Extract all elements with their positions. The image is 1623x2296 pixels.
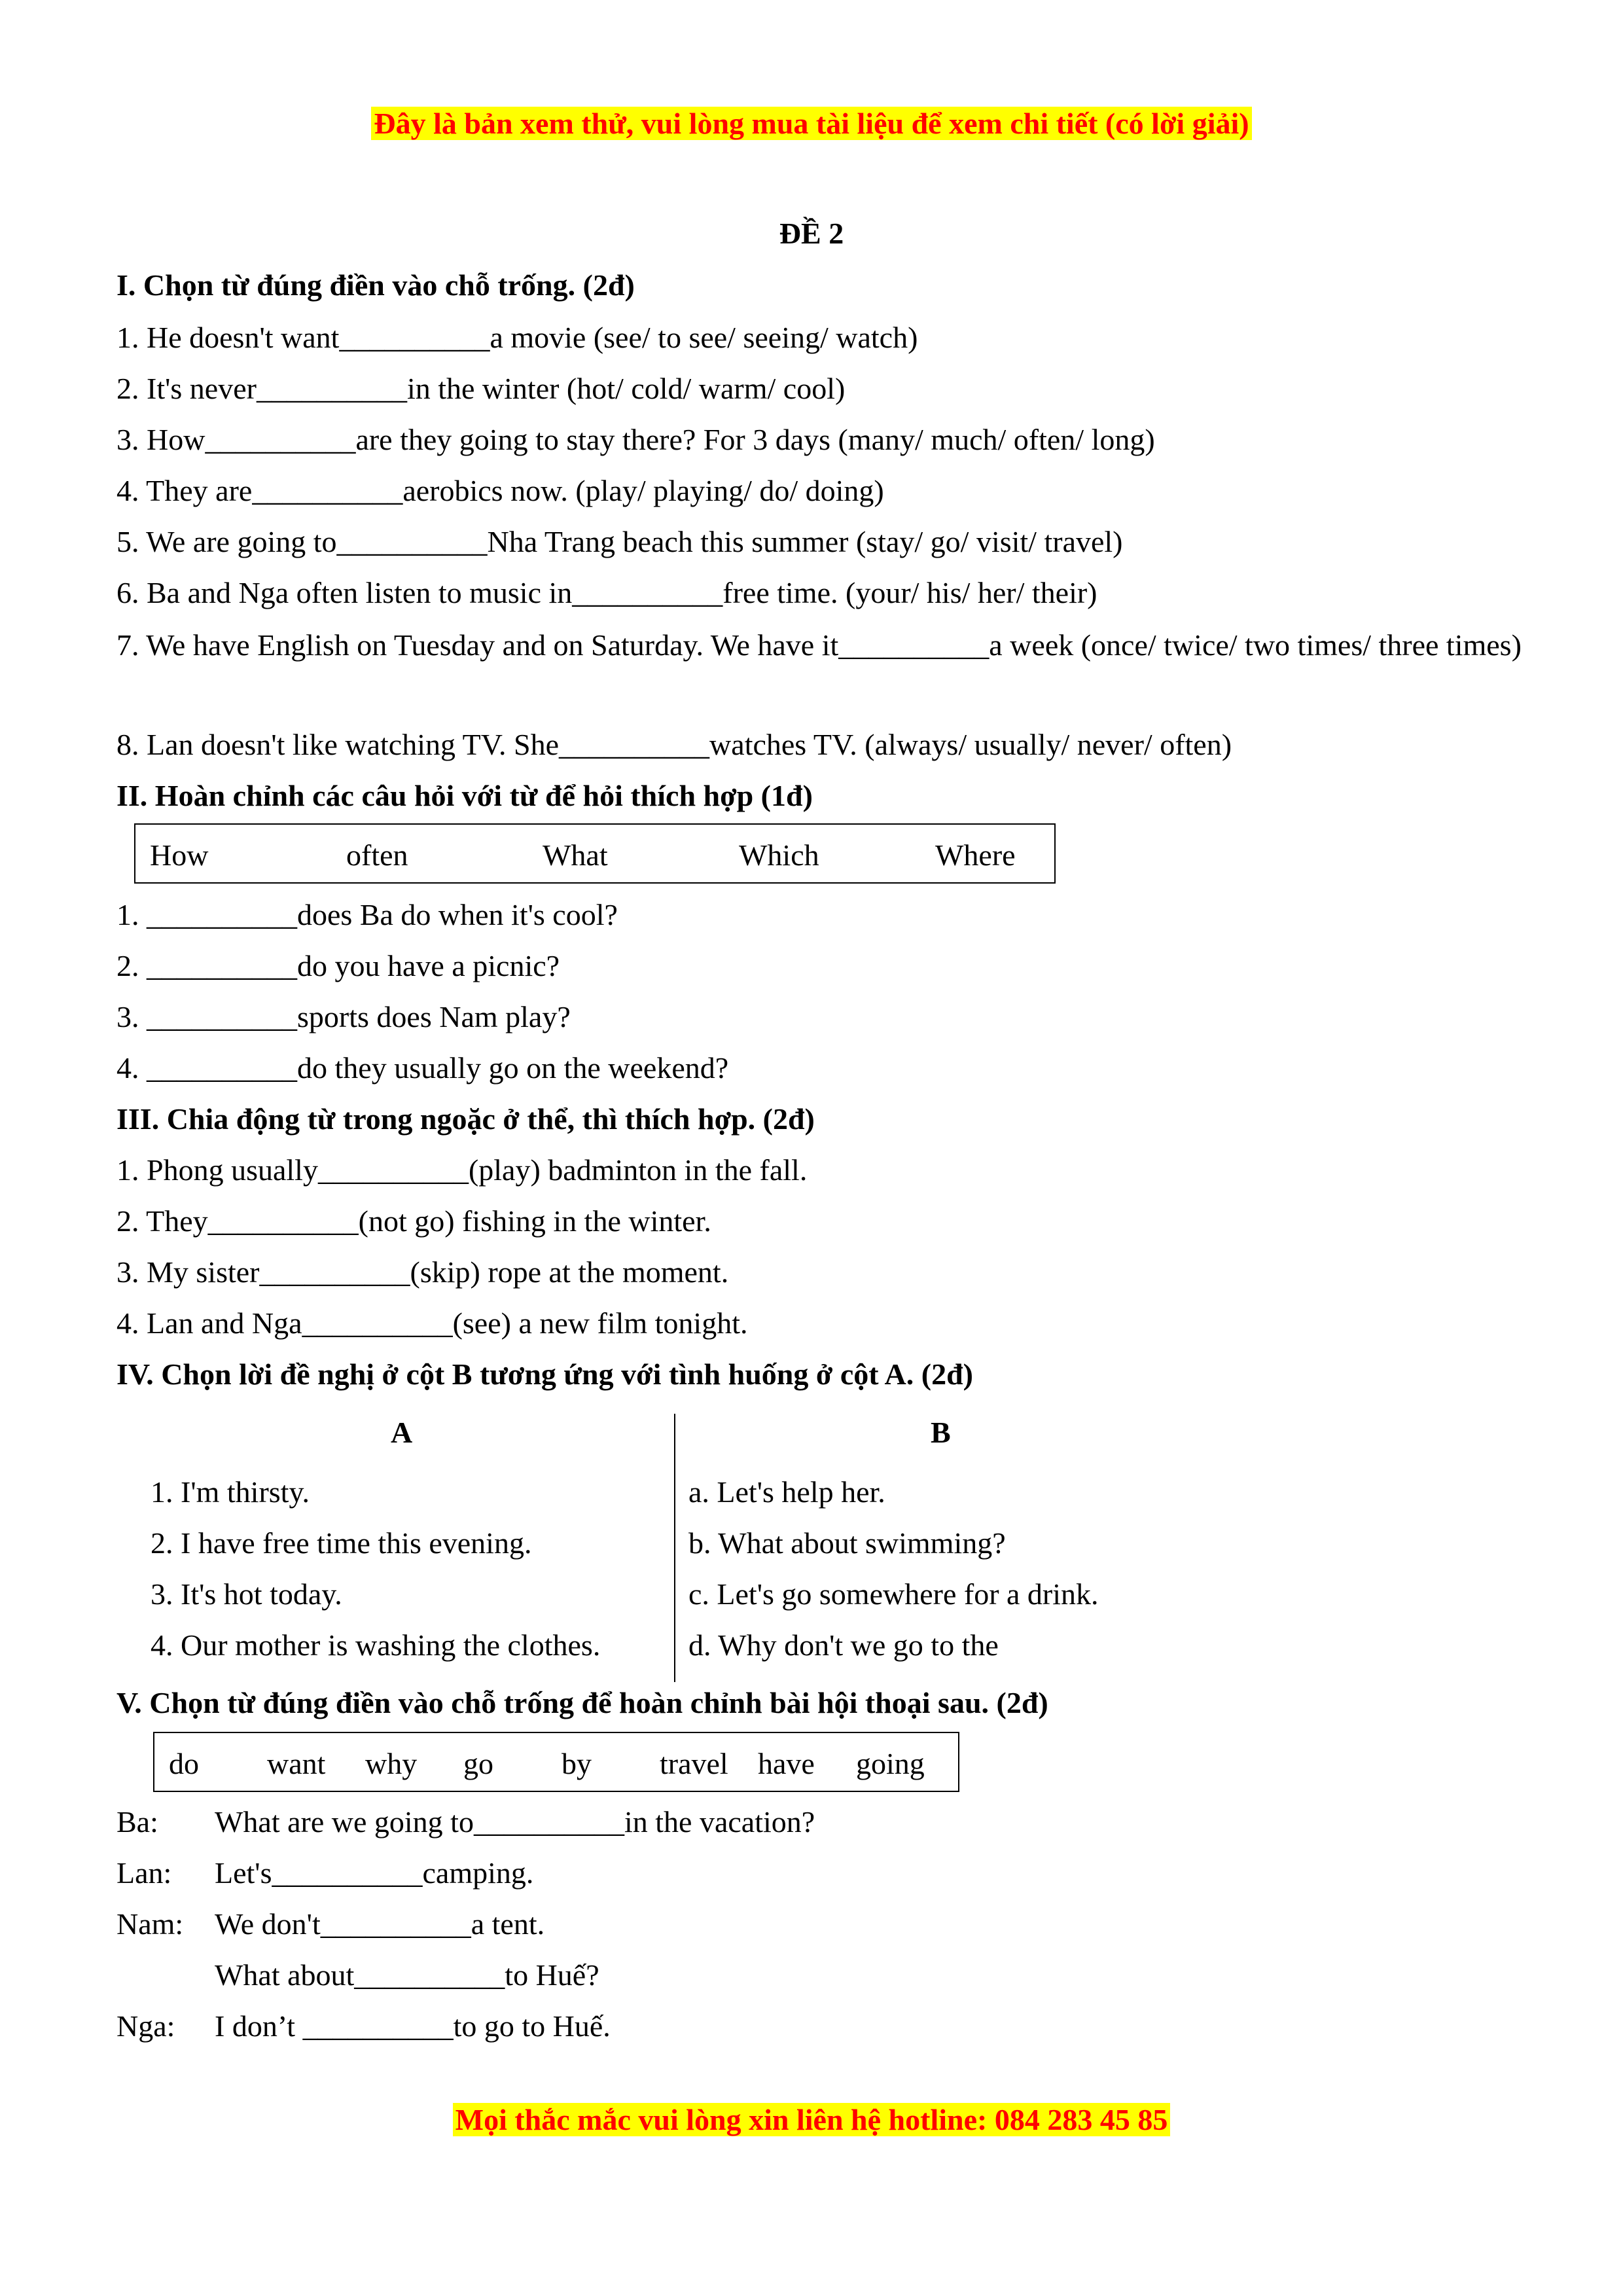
section-1-item: 2. It's never__________in the winter (hot/ cold/ warm/ cool) <box>116 372 846 405</box>
section-1-item: 8. Lan doesn't like watching TV. She__________watches TV. (always/ usually/ never/ often) <box>116 728 1232 761</box>
section-2-item: 2. __________do you have a picnic? <box>116 949 560 982</box>
section-3-item: 1. Phong usually__________(play) badminton in the fall. <box>116 1153 808 1187</box>
column-b-header: B <box>931 1416 951 1449</box>
exam-title: ĐỀ 2 <box>779 217 844 250</box>
column-a-item: 2. I have free time this evening. <box>151 1526 532 1560</box>
dialogue-speaker: Ba: <box>116 1805 158 1839</box>
word-option: Which <box>739 838 819 872</box>
column-b-item: c. Let's go somewhere for a drink. <box>688 1577 1099 1611</box>
dialogue-speaker: Lan: <box>116 1856 172 1890</box>
column-b-item: b. What about swimming? <box>688 1526 1006 1560</box>
section-3-item: 3. My sister__________(skip) rope at the moment. <box>116 1255 729 1289</box>
section-2-heading: II. Hoàn chỉnh các câu hỏi với từ để hỏi thích hợp (1đ) <box>116 779 813 812</box>
word-option: What <box>543 838 608 872</box>
column-divider <box>674 1414 675 1682</box>
column-b-item: d. Why don't we go to the <box>688 1628 999 1662</box>
word-option: Where <box>935 838 1016 872</box>
word-option: why <box>365 1747 418 1780</box>
section-3-item: 2. They__________(not go) fishing in the winter. <box>116 1204 711 1238</box>
question-word-box <box>134 823 1056 884</box>
section-3-item: 4. Lan and Nga__________(see) a new film tonight. <box>116 1306 748 1340</box>
section-1-item: 3. How__________are they going to stay there? For 3 days (many/ much/ often/ long) <box>116 423 1155 456</box>
word-option: want <box>267 1747 326 1780</box>
section-1-item: 4. They are__________aerobics now. (play/ playing/ do/ doing) <box>116 474 884 507</box>
hotline-banner: Mọi thắc mắc vui lòng xin liên hệ hotline: 084 283 45 85 <box>0 2102 1623 2137</box>
dialogue-line: I don’t __________to go to Huế. <box>215 2009 611 2043</box>
section-4-heading: IV. Chọn lời đề nghị ở cột B tương ứng với tình huống ở cột A. (2đ) <box>116 1357 973 1391</box>
dialogue-word-box <box>153 1732 959 1792</box>
column-a-item: 4. Our mother is washing the clothes. <box>151 1628 601 1662</box>
word-option: go <box>463 1747 493 1780</box>
section-1-item: 7. We have English on Tuesday and on Saturday. We have it__________a week (once/ twice/ two times/ three times) <box>116 628 1522 662</box>
section-2-item: 4. __________do they usually go on the weekend? <box>116 1051 729 1085</box>
dialogue-line: Let's__________camping. <box>215 1856 534 1890</box>
dialogue-line: What about__________to Huế? <box>215 1958 599 1992</box>
section-1-item: 1. He doesn't want__________a movie (see/ to see/ seeing/ watch) <box>116 321 918 354</box>
section-1-heading: I. Chọn từ đúng điền vào chỗ trống. (2đ) <box>116 268 635 302</box>
section-2-item: 1. __________does Ba do when it's cool? <box>116 898 618 931</box>
word-option: have <box>758 1747 815 1780</box>
word-option: by <box>562 1747 592 1780</box>
dialogue-line: We don't__________a tent. <box>215 1907 545 1941</box>
dialogue-line: What are we going to__________in the vacation? <box>215 1805 815 1839</box>
column-a-item: 3. It's hot today. <box>151 1577 342 1611</box>
section-3-heading: III. Chia động từ trong ngoặc ở thể, thì thích hợp. (2đ) <box>116 1102 815 1136</box>
word-option: going <box>856 1747 925 1780</box>
column-b-item: a. Let's help her. <box>688 1475 885 1509</box>
column-a-header: A <box>391 1416 413 1449</box>
word-option: travel <box>660 1747 728 1780</box>
column-a-item: 1. I'm thirsty. <box>151 1475 310 1509</box>
section-2-item: 3. __________sports does Nam play? <box>116 1000 571 1033</box>
section-5-heading: V. Chọn từ đúng điền vào chỗ trống để hoàn chỉnh bài hội thoại sau. (2đ) <box>116 1686 1048 1719</box>
word-option: How <box>150 838 209 872</box>
preview-notice-banner: Đây là bản xem thử, vui lòng mua tài liệu để xem chi tiết (có lời giải) <box>0 106 1623 141</box>
section-1-item: 6. Ba and Nga often listen to music in__________free time. (your/ his/ her/ their) <box>116 576 1097 609</box>
word-option: often <box>346 838 408 872</box>
word-option: do <box>169 1747 199 1780</box>
dialogue-speaker: Nam: <box>116 1907 184 1941</box>
section-1-item: 5. We are going to__________Nha Trang beach this summer (stay/ go/ visit/ travel) <box>116 525 1123 558</box>
dialogue-speaker: Nga: <box>116 2009 175 2043</box>
